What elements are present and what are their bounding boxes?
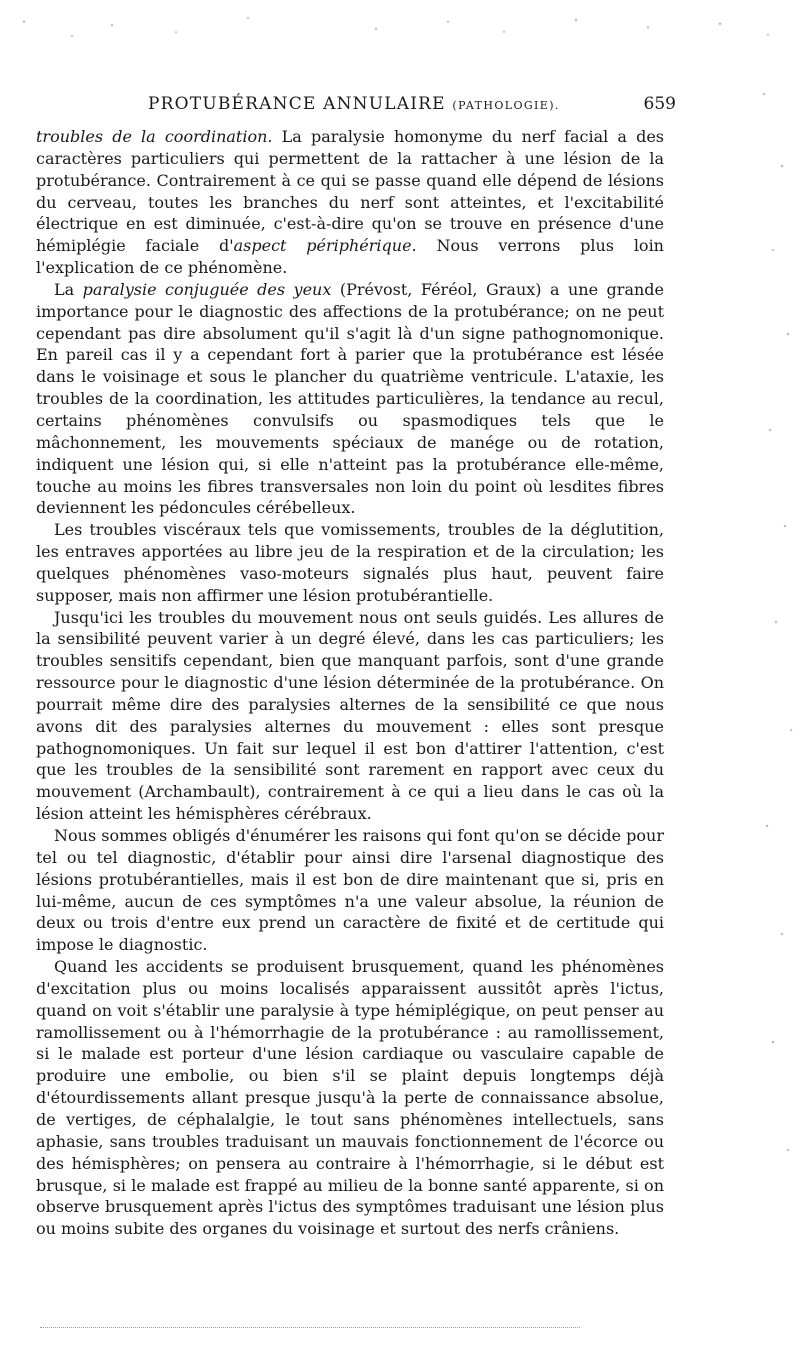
page-number: 659 — [643, 94, 676, 114]
italic-text: aspect périphérique. — [233, 236, 417, 256]
paragraph — [36, 825, 664, 956]
paragraph — [36, 126, 664, 279]
paragraph — [36, 607, 664, 825]
italic-text: paralysie conjuguée des yeux — [82, 279, 332, 299]
footer-dotted-rule — [40, 1327, 580, 1328]
italic-text: troubles de la coordination. — [36, 127, 273, 146]
text-run: Nous sommes obligés d'énumérer les raisons qui font qu'on se décide pour tel ou tel diagnostic, d'établir pour ainsi dire l'arsenal diagnostique des lésions protubérantielles, mais il est bon de dire maintenant que si, pris en lui-même, aucun de ces symptômes n'a une valeur absolue, la réunion de deux ou trois d'entre eux prend un caractère de fixité et de certitude qui impose le diagnostic. — [36, 826, 664, 955]
running-title — [148, 94, 560, 114]
paragraph — [36, 279, 664, 519]
text-run: La paralysie homonyme du nerf facial a des caractères particuliers qui permettent de la rattacher à une lésion de la protubérance. Contrairement à ce qui se passe quand elle dépend de lésions du cerveau, toutes les branches du nerf sont atteintes, et l'excitabilité électrique en est diminuée, c'est-à-dire qu'on se trouve en présence d'une hémiplégie faciale d' — [36, 127, 665, 256]
running-title-sub: (PATHOLOGIE). — [452, 99, 560, 112]
scan-noise-top — [0, 0, 800, 72]
page-header — [36, 94, 676, 118]
paragraph — [36, 956, 664, 1240]
text-run: La — [54, 279, 83, 299]
text-run: Nous verrons plus loin l'explication de ce phénomène. — [36, 236, 664, 278]
text-run: Jusqu'ici les troubles du mouvement nous ont seuls guidés. Les allures de la sensibilité peuvent varier à un degré élevé, dans les cas particuliers; les troubles sensitifs cependant, bien que manquant parfois, sont d'une grande ressource pour le diagnostic d'une lésion déterminée de la protubérance. On pourrait même dire des paralysies alternes de la sensibilité ce que nous avons dit des paralysies alternes du mouvement : elles sont presque pathognomoniques. Un fait sur lequel il est bon d'attirer l'attention, c'est que les troubles de la sensibilité sont rarement en rapport avec ceux du mouvement (Archambault), contrairement à ce qui a lieu dans le cas où la lésion atteint les hémisphères cérébraux. — [36, 607, 664, 824]
scan-noise-right — [740, 70, 800, 1270]
text-run: (Prévost, Féréol, Graux) a une grande importance pour le diagnostic des affections de la protubérance; on ne peut cependant pas dire absolument qu'il s'agit là d'un signe pathognomonique. En pareil cas il y a cependant fort à parier que la protubérance est lésée dans le voisinage et sous le plancher du quatrième ventricule. L'ataxie, les troubles de la coordination, les attitudes particulières, la tendance au recul, certains phénomènes convulsifs ou spasmodiques tels que le mâchonnement, les mouvements spéciaux de manége ou de rotation, indiquent une lésion qui, si elle n'atteint pas la protubérance elle-même, touche au moins les fibres transversales non loin du point où lesdites fibres deviennent les pédoncules cérébelleux. — [36, 279, 664, 518]
running-title-main: PROTUBÉRANCE ANNULAIRE — [148, 94, 446, 114]
body-text — [36, 126, 664, 1240]
text-run: Les troubles viscéraux tels que vomissements, troubles de la déglutition, les entraves apportées au libre jeu de la respiration et de la circulation; les quelques phénomènes vaso-moteurs signalés plus haut, peuvent faire supposer, mais non affirmer une lésion protubérantielle. — [36, 520, 664, 605]
paragraph — [36, 519, 664, 606]
text-run: Quand les accidents se produisent brusquement, quand les phénomènes d'excitation plus ou moins localisés apparaissent aussitôt après l'ictus, quand on voit s'établir une paralysie à type hémiplégique, on peut penser au ramollissement ou à l'hémorrhagie de la protubérance : au ramollissement, si le malade est porteur d'une lésion cardiaque ou vasculaire capable de produire une embolie, ou bien s'il se plaint depuis longtemps déjà d'étourdissements allant presque jusqu'à la perte de connaissance absolue, de vertiges, de céphalalgie, le tout sans phénomènes intellectuels, sans aphasie, sans troubles traduisant un mauvais fonctionnement de l'écorce ou des hémisphères; on pensera au contraire à l'hémorrhagie, si le début est brusque, si le malade est frappé au milieu de la bonne santé apparente, si on observe brusquement après l'ictus des symptômes traduisant une lésion plus ou moins subite des organes du voisinage et surtout des nerfs crâniens. — [36, 957, 664, 1239]
